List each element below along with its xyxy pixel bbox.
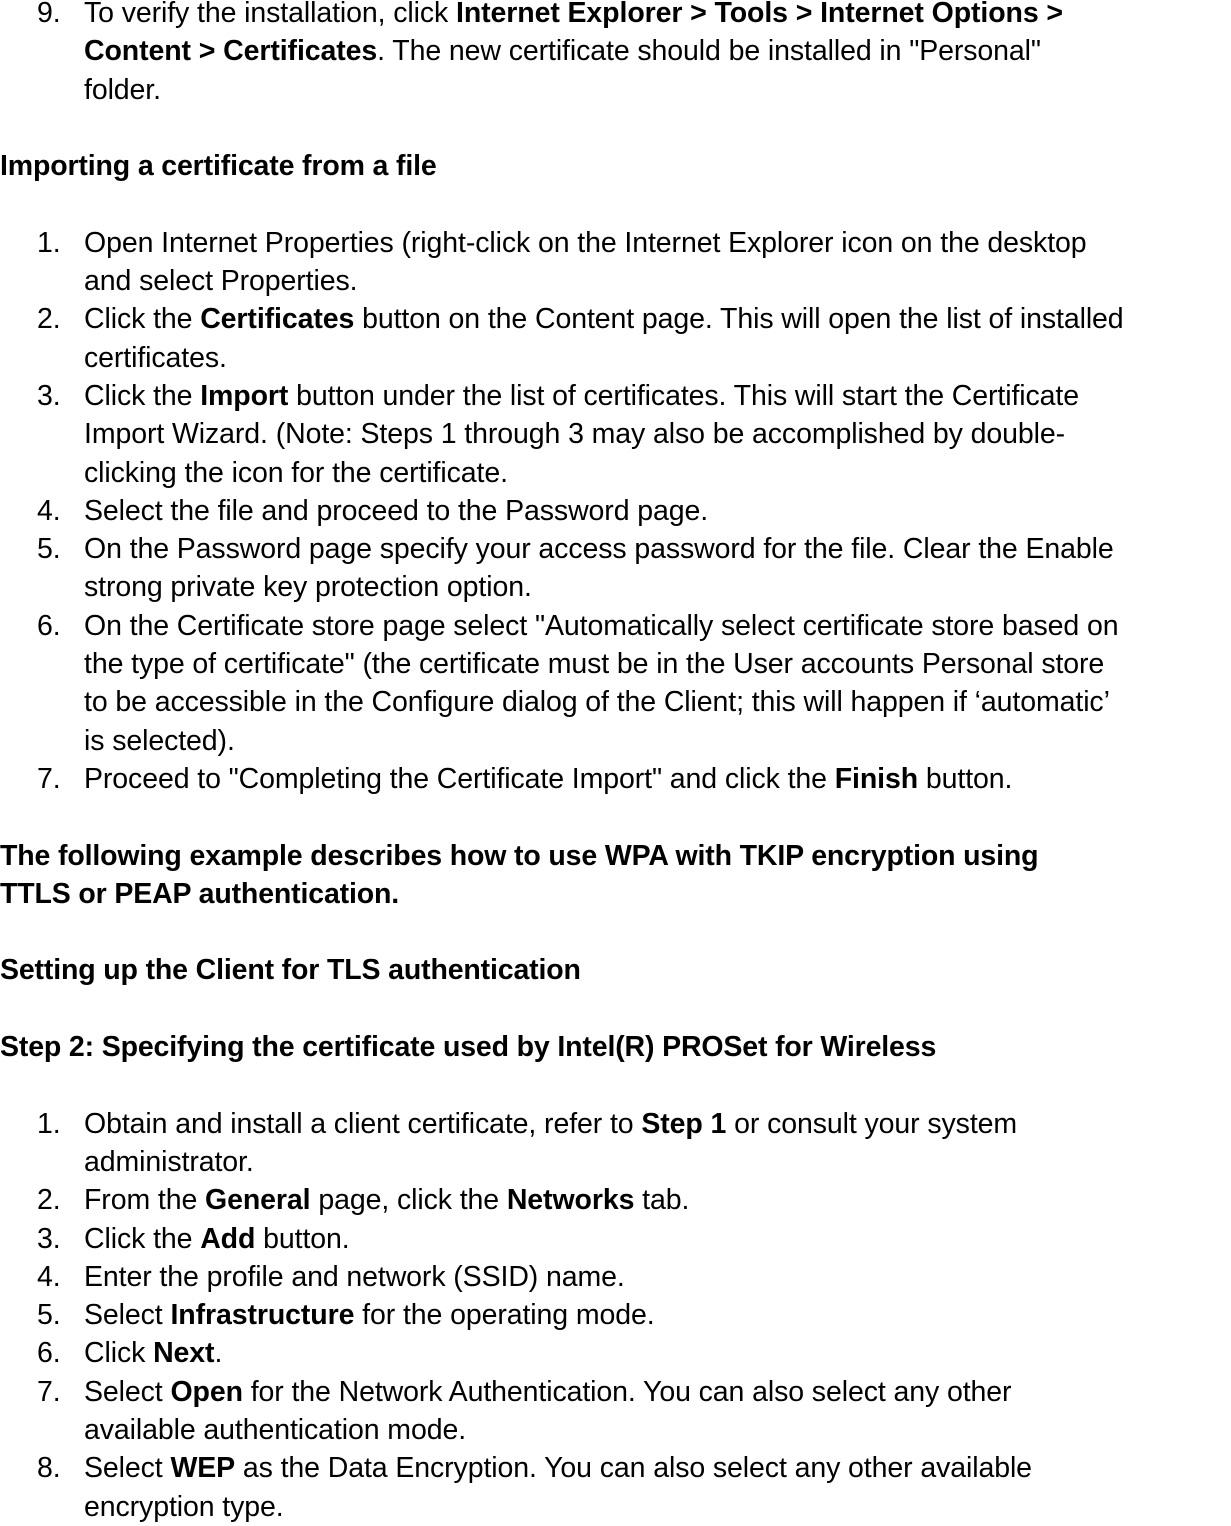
import-steps-list (0, 224, 1231, 798)
list-item-line (84, 1181, 1231, 1219)
list-item-line (84, 1143, 1231, 1181)
list-item-line (84, 1373, 1231, 1411)
spacer (0, 1066, 1231, 1104)
text-run: Open Internet Properties (right-click on the Internet Explorer icon on the desktop (84, 226, 1087, 259)
text-run: Click the (84, 303, 201, 336)
emphasis-term: Import (200, 379, 289, 412)
list-item-line (84, 645, 1231, 683)
text-run: Enter the profile and network (SSID) name. (84, 1260, 625, 1293)
emphasis-term: WEP (170, 1452, 236, 1485)
spacer (0, 913, 1231, 951)
list-item-number: 3. (37, 1222, 61, 1255)
list-item (0, 1449, 1231, 1526)
text-run: clicking the icon for the certificate. (84, 456, 508, 489)
heading-line: The following example describes how to use WPA with TKIP encryption using (0, 839, 1039, 872)
text-run: On the Password page specify your access password for the file. Clear the Enable (84, 533, 1114, 566)
spacer (0, 185, 1231, 223)
section-heading-import-certificate: Importing a certificate from a file (0, 150, 437, 183)
text-run: administrator. (84, 1145, 254, 1178)
text-run: for the Network Authentication. You can also select any other (242, 1375, 1012, 1408)
list-item-line (84, 1296, 1231, 1334)
list-item-line (84, 262, 1231, 300)
list-item-line (84, 224, 1231, 262)
list-item (0, 492, 1231, 530)
list-item (0, 1296, 1231, 1334)
list-item-line (84, 492, 1231, 530)
list-item-number: 5. (37, 533, 61, 566)
text-run: button under the list of certificates. This will start the Certificate (288, 379, 1079, 412)
text-run: available authentication mode. (84, 1413, 467, 1446)
text-run: Proceed to "Completing the Certificate Import" and click the (84, 762, 835, 795)
list-item-line (84, 568, 1231, 606)
list-item (0, 1105, 1231, 1182)
list-item-line (84, 300, 1231, 338)
list-item-line (84, 71, 1231, 109)
list-item-line (84, 32, 1231, 70)
spacer (0, 109, 1231, 147)
list-item (0, 1181, 1231, 1219)
text-run: is selected). (84, 724, 235, 757)
list-item (0, 0, 1231, 109)
emphasis-term: Add (200, 1222, 256, 1255)
list-item (0, 377, 1231, 492)
list-item-line (84, 454, 1231, 492)
list-item-number: 6. (37, 1337, 61, 1370)
emphasis-term: Finish (834, 762, 919, 795)
list-item-line (84, 1449, 1231, 1487)
list-item-line (84, 722, 1231, 760)
emphasis-term: Infrastructure (170, 1299, 355, 1332)
list-item (0, 1220, 1231, 1258)
list-item-number: 9. (37, 0, 61, 29)
list-item (0, 224, 1231, 301)
list-item-number: 1. (37, 1107, 61, 1140)
text-run: tab. (634, 1184, 690, 1217)
list-item-number: 2. (37, 1184, 61, 1217)
text-run: From the (84, 1184, 206, 1217)
text-run: page, click the (310, 1184, 507, 1217)
text-run: to be accessible in the Configure dialog of the Client; this will happen if ‘automatic’ (84, 686, 1110, 719)
list-item-line (84, 683, 1231, 721)
text-run: . The new certificate should be installed in "Personal" (377, 35, 1041, 68)
spacer (0, 990, 1231, 1028)
verify-steps-list (0, 0, 1231, 109)
list-item (0, 1258, 1231, 1296)
list-item (0, 530, 1231, 607)
list-item (0, 607, 1231, 760)
list-item-number: 4. (37, 494, 61, 527)
list-item-line (84, 1488, 1231, 1526)
list-item-number: 3. (37, 379, 61, 412)
text-run: or consult your system (726, 1107, 1018, 1140)
text-run: Click the (84, 1222, 201, 1255)
list-item-line (84, 377, 1231, 415)
list-item (0, 300, 1231, 377)
text-run: folder. (84, 73, 161, 106)
list-item-number: 6. (37, 609, 61, 642)
list-item-number: 8. (37, 1452, 61, 1485)
list-item-number: 7. (37, 762, 61, 795)
text-run: button. (918, 762, 1013, 795)
text-run: To verify the installation, click (84, 0, 456, 29)
list-item-line (84, 1258, 1231, 1296)
list-item-line (84, 1334, 1231, 1372)
list-item-number: 2. (37, 303, 61, 336)
emphasis-term: Networks (506, 1184, 635, 1217)
list-item (0, 1373, 1231, 1450)
list-item-line (84, 760, 1231, 798)
text-run: Obtain and install a client certificate, refer to (84, 1107, 642, 1140)
list-item (0, 760, 1231, 798)
list-item-line (84, 530, 1231, 568)
list-item-number: 1. (37, 226, 61, 259)
section-heading-tls-setup: Setting up the Client for TLS authentication (0, 954, 581, 987)
section-heading-wpa-example (0, 837, 1231, 914)
text-run: On the Certificate store page select "Automatically select certificate store based on (84, 609, 1119, 642)
text-run: encryption type. (84, 1490, 284, 1523)
list-item-line (84, 1220, 1231, 1258)
emphasis-term: Content > Certificates (84, 35, 378, 68)
list-item-line (84, 339, 1231, 377)
list-item-line (84, 415, 1231, 453)
text-run: Select the file and proceed to the Password page. (84, 494, 709, 527)
text-run: the type of certificate" (the certificate must be in the User accounts Personal store (84, 648, 1105, 681)
section-heading-step2: Step 2: Specifying the certificate used by Intel(R) PROSet for Wireless (0, 1031, 937, 1064)
list-item-line (84, 0, 1231, 32)
text-run: and select Properties. (84, 265, 358, 298)
text-run: for the operating mode. (354, 1299, 655, 1332)
emphasis-term: General (205, 1184, 311, 1217)
text-run: Click the (84, 379, 201, 412)
list-item-line (84, 1105, 1231, 1143)
text-run: Select (84, 1452, 171, 1485)
emphasis-term: Step 1 (641, 1107, 727, 1140)
emphasis-term: Open (170, 1375, 243, 1408)
text-run: button. (255, 1222, 350, 1255)
text-run: Click (84, 1337, 154, 1370)
text-run: Import Wizard. (Note: Steps 1 through 3 may also be accomplished by double- (84, 418, 1065, 451)
list-item-number: 5. (37, 1299, 61, 1332)
emphasis-term: Next (153, 1337, 215, 1370)
emphasis-term: Internet Explorer > Tools > Internet Options > (456, 0, 1063, 29)
spacer (0, 798, 1231, 836)
step2-list (0, 1105, 1231, 1526)
text-run: Select (84, 1299, 171, 1332)
text-run: Select (84, 1375, 171, 1408)
emphasis-term: Certificates (200, 303, 355, 336)
list-item-line (84, 1411, 1231, 1449)
list-item-line (84, 607, 1231, 645)
heading-line: TTLS or PEAP authentication. (0, 877, 400, 910)
text-run: . (214, 1337, 223, 1370)
text-run: button on the Content page. This will open the list of installed (354, 303, 1124, 336)
list-item-number: 4. (37, 1260, 61, 1293)
text-run: as the Data Encryption. You can also select any other available (235, 1452, 1032, 1485)
text-run: certificates. (84, 341, 227, 374)
list-item-number: 7. (37, 1375, 61, 1408)
list-item (0, 1334, 1231, 1372)
text-run: strong private key protection option. (84, 571, 532, 604)
